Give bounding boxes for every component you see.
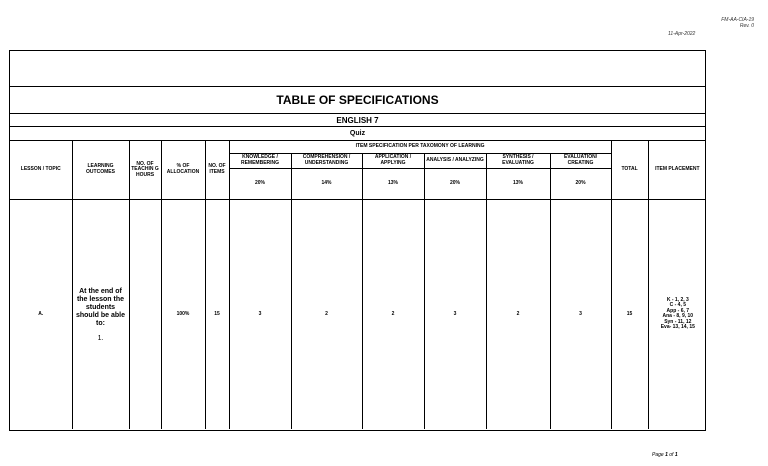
document-code <box>721 17 754 29</box>
lesson-cell: A. <box>10 199 72 429</box>
taxonomy-group-header: ITEM SPECIFICATION PER TAXOMONY OF LEARNING <box>229 141 611 153</box>
items-cell: 15 <box>205 199 229 429</box>
outcomes-cell <box>72 199 129 429</box>
taxonomy-header: ANALYSIS / ANALYZING <box>424 153 486 168</box>
taxonomy-percent: 20% <box>550 168 611 199</box>
taxonomy-header: COMPREHENSION / UNDERSTANDING <box>291 153 362 168</box>
total-header: TOTAL <box>611 141 648 199</box>
specification-frame <box>9 50 706 431</box>
document-date: 11-Apr-2022 <box>668 31 696 37</box>
revision-label: Rev. 0 <box>739 23 754 29</box>
placement-line: Ana - 8, 9, 10 <box>662 313 694 320</box>
page-of-label: of <box>669 452 674 458</box>
outcome-lead-text: At the end of the lesson the students should be able to: <box>75 287 125 327</box>
header-blank-area <box>10 51 705 87</box>
placement-header: ITEM PLACEMENT <box>648 141 706 199</box>
specification-table <box>10 141 706 429</box>
taxonomy-percent: 13% <box>362 168 424 199</box>
evaluation-items-cell: 3 <box>550 199 611 429</box>
lesson-header: LESSON / TOPIC <box>10 141 72 199</box>
taxonomy-header: SYNTHESIS / EVALUATING <box>486 153 550 168</box>
subject-title: ENGLISH 7 <box>10 114 705 127</box>
items-header: NO. OF ITEMS <box>205 141 229 199</box>
taxonomy-percent: 20% <box>229 168 291 199</box>
taxonomy-header: KNOWLEDGE / REMEMBERING <box>229 153 291 168</box>
taxonomy-percent: 20% <box>424 168 486 199</box>
hours-cell <box>129 199 161 429</box>
page-title: TABLE OF SPECIFICATIONS <box>10 87 705 114</box>
page-total: 1 <box>674 452 678 458</box>
page-label: Page <box>652 452 664 458</box>
allocation-cell: 100% <box>161 199 205 429</box>
synthesis-items-cell: 2 <box>486 199 550 429</box>
placement-line: App - 6, 7 <box>666 307 690 314</box>
analysis-items-cell: 3 <box>424 199 486 429</box>
table-row <box>10 199 706 429</box>
outcomes-header: LEARNING OUTCOMES <box>72 141 129 199</box>
placement-line: Syn - 11, 12 <box>664 318 692 325</box>
page-number <box>652 452 678 458</box>
taxonomy-percent: 14% <box>291 168 362 199</box>
outcome-number: 1. <box>97 334 104 342</box>
total-cell: 15 <box>611 199 648 429</box>
placement-line: Eva- 13, 14, 15 <box>660 324 695 331</box>
allocation-header: % OF ALLOCATION <box>161 141 205 199</box>
hours-header: NO. OF TEACHIN G HOURS <box>129 141 161 199</box>
application-items-cell: 2 <box>362 199 424 429</box>
taxonomy-percent: 13% <box>486 168 550 199</box>
knowledge-items-cell: 3 <box>229 199 291 429</box>
form-code: FM-AA-CIA-19 <box>721 17 754 23</box>
placement-line: C - 4, 5 <box>669 302 687 309</box>
placement-cell <box>648 199 706 429</box>
taxonomy-header: EVALUATION/ CREATING <box>550 153 611 168</box>
page-current: 1 <box>665 452 668 458</box>
assessment-type: Quiz <box>10 127 705 141</box>
taxonomy-header: APPLICATION / APPLYING <box>362 153 424 168</box>
comprehension-items-cell: 2 <box>291 199 362 429</box>
placement-line: K - 1, 2, 3 <box>666 296 689 303</box>
taxonomy-group-row <box>10 141 706 153</box>
